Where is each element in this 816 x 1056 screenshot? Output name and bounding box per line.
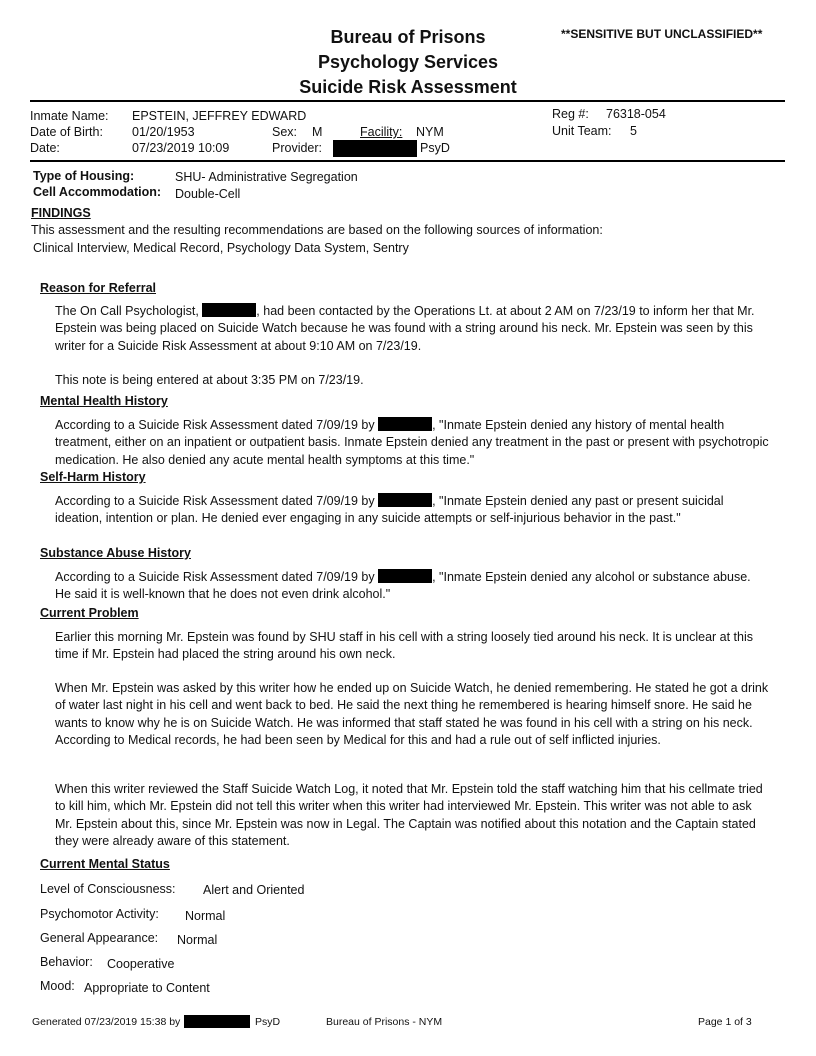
referral-text-b: , had been contacted by the Operations Lt. at about 2 AM on 7/23/19 to inform her that Mr. Epstein was being placed on Suicide Watch because he was found with a string around his neck. Mr. Epstein was seen by this writer for a Suicide Risk Assessment at about 9:10 AM on 7/23/19. <box>55 304 755 353</box>
footer-redaction <box>184 1015 250 1028</box>
behavior-label: Behavior: <box>40 955 93 969</box>
current-problem-paragraph-3: When this writer reviewed the Staff Suicide Watch Log, it noted that Mr. Epstein told the staff watching him that his cellmate tried to kill him, which Mr. Epstein did not tell this writer when this writer had interviewed Mr. Epstein. This writer was not able to ask Mr. Epstein about this, since Mr. Epstein was now in Legal. The Captain was notified about this notation and the Captain stated they were already aware of this statement. <box>55 782 763 849</box>
housing-type-label: Type of Housing: <box>33 169 135 183</box>
mental-health-text-b: , "Inmate Epstein denied any history of mental health treatment, either on an inpatient or outpatient basis. Inmate Epstein denied any treatment in the past or present with psychotropic medication. He also denied any acute mental health symptoms at this time." <box>55 418 769 467</box>
title-line-2: Psychology Services <box>317 52 499 72</box>
substance-text-a: According to a Suicide Risk Assessment dated 7/09/19 by <box>55 570 379 584</box>
behavior-value: Cooperative <box>107 957 175 971</box>
footer-generated: Generated 07/23/2019 15:38 by <box>32 1016 181 1028</box>
appearance-value: Normal <box>177 933 218 947</box>
housing-type-value: SHU- Administrative Segregation <box>175 170 358 184</box>
reg-value: 76318-054 <box>606 107 666 121</box>
header-rule-top <box>30 100 785 102</box>
psychomotor-label: Psychomotor Activity: <box>40 907 159 921</box>
unit-label: Unit Team: <box>552 124 612 138</box>
date-value: 07/23/2019 10:09 <box>132 141 230 155</box>
current-problem-paragraph-2: When Mr. Epstein was asked by this writer how he ended up on Suicide Watch, he denied remembering. He stated he got a drink of water last night in his cell and went back to bed. He said the next thing he remembered is hearing himself snore. He said he wants to know why he is on Suicide Watch. He was informed that staff stated he was found in his cell with a string on his neck. According to Medical records, he had been seen by Medical for this and had a rule out of self inflicted injuries. <box>55 681 769 748</box>
inmate-name-label: Inmate Name: <box>30 109 109 123</box>
findings-heading: FINDINGS <box>31 206 91 220</box>
name-redaction <box>202 303 256 317</box>
classification-marking: **SENSITIVE BUT UNCLASSIFIED** <box>561 27 763 41</box>
mental-health-paragraph <box>55 417 770 469</box>
self-harm-text-b: , "Inmate Epstein denied any past or present suicidal ideation, intention or plan. He denied ever engaging in any suicide attempts or self-injurious behavior in the past." <box>55 494 724 526</box>
dob-value: 01/20/1953 <box>132 125 195 139</box>
unit-value: 5 <box>630 124 637 138</box>
substance-paragraph <box>55 569 770 604</box>
current-problem-heading: Current Problem <box>40 606 139 620</box>
footer-center: Bureau of Prisons - NYM <box>326 1016 443 1028</box>
footer-suffix: PsyD <box>255 1016 281 1028</box>
psychomotor-value: Normal <box>185 909 226 923</box>
self-harm-heading: Self-Harm History <box>40 470 146 484</box>
current-problem-paragraph-1: Earlier this morning Mr. Epstein was found by SHU staff in his cell with a string loosely tied around his neck. It is unclear at this time if Mr. Epstein had placed the string around his own neck. <box>55 630 754 662</box>
provider-suffix: PsyD <box>420 141 450 155</box>
name-redaction <box>378 417 432 431</box>
self-harm-text-a: According to a Suicide Risk Assessment dated 7/09/19 by <box>55 494 379 508</box>
cell-accommodation-value: Double-Cell <box>175 187 241 201</box>
mood-value: Appropriate to Content <box>84 981 210 995</box>
provider-label: Provider: <box>272 141 323 155</box>
date-label: Date: <box>30 141 60 155</box>
mental-status-heading: Current Mental Status <box>40 857 170 871</box>
sex-value: M <box>312 125 323 139</box>
consciousness-label: Level of Consciousness: <box>40 882 176 896</box>
findings-intro: This assessment and the resulting recommendations are based on the following sources of information: <box>31 223 603 237</box>
header-rule-bottom <box>30 160 785 162</box>
mood-label: Mood: <box>40 979 75 993</box>
facility-value: NYM <box>416 125 444 139</box>
name-redaction <box>378 569 432 583</box>
mental-health-heading: Mental Health History <box>40 394 168 408</box>
title-line-3: Suicide Risk Assessment <box>299 77 517 97</box>
inmate-name: EPSTEIN, JEFFREY EDWARD <box>132 109 307 123</box>
referral-paragraph <box>55 303 770 355</box>
self-harm-paragraph <box>55 493 770 528</box>
appearance-label: General Appearance: <box>40 931 159 945</box>
name-redaction <box>378 493 432 507</box>
page-number: Page 1 of 3 <box>698 1016 752 1028</box>
facility-label: Facility: <box>360 125 403 139</box>
dob-label: Date of Birth: <box>30 125 103 139</box>
sex-label: Sex: <box>272 125 298 139</box>
substance-heading: Substance Abuse History <box>40 546 191 560</box>
referral-text-a: The On Call Psychologist, <box>55 304 203 318</box>
consciousness-value: Alert and Oriented <box>203 883 305 897</box>
mental-health-text-a: According to a Suicide Risk Assessment dated 7/09/19 by <box>55 418 379 432</box>
referral-heading: Reason for Referral <box>40 281 157 295</box>
title-line-1: Bureau of Prisons <box>330 27 486 47</box>
referral-entry-note: This note is being entered at about 3:35 PM on 7/23/19. <box>55 373 364 387</box>
provider-redaction <box>333 140 417 157</box>
substance-text-b: , "Inmate Epstein denied any alcohol or substance abuse. He said it is well-known that he does not even drink alcohol." <box>55 570 751 602</box>
cell-accommodation-label: Cell Accommodation: <box>33 185 162 199</box>
reg-label: Reg #: <box>552 107 589 121</box>
findings-sources: Clinical Interview, Medical Record, Psychology Data System, Sentry <box>33 241 409 255</box>
